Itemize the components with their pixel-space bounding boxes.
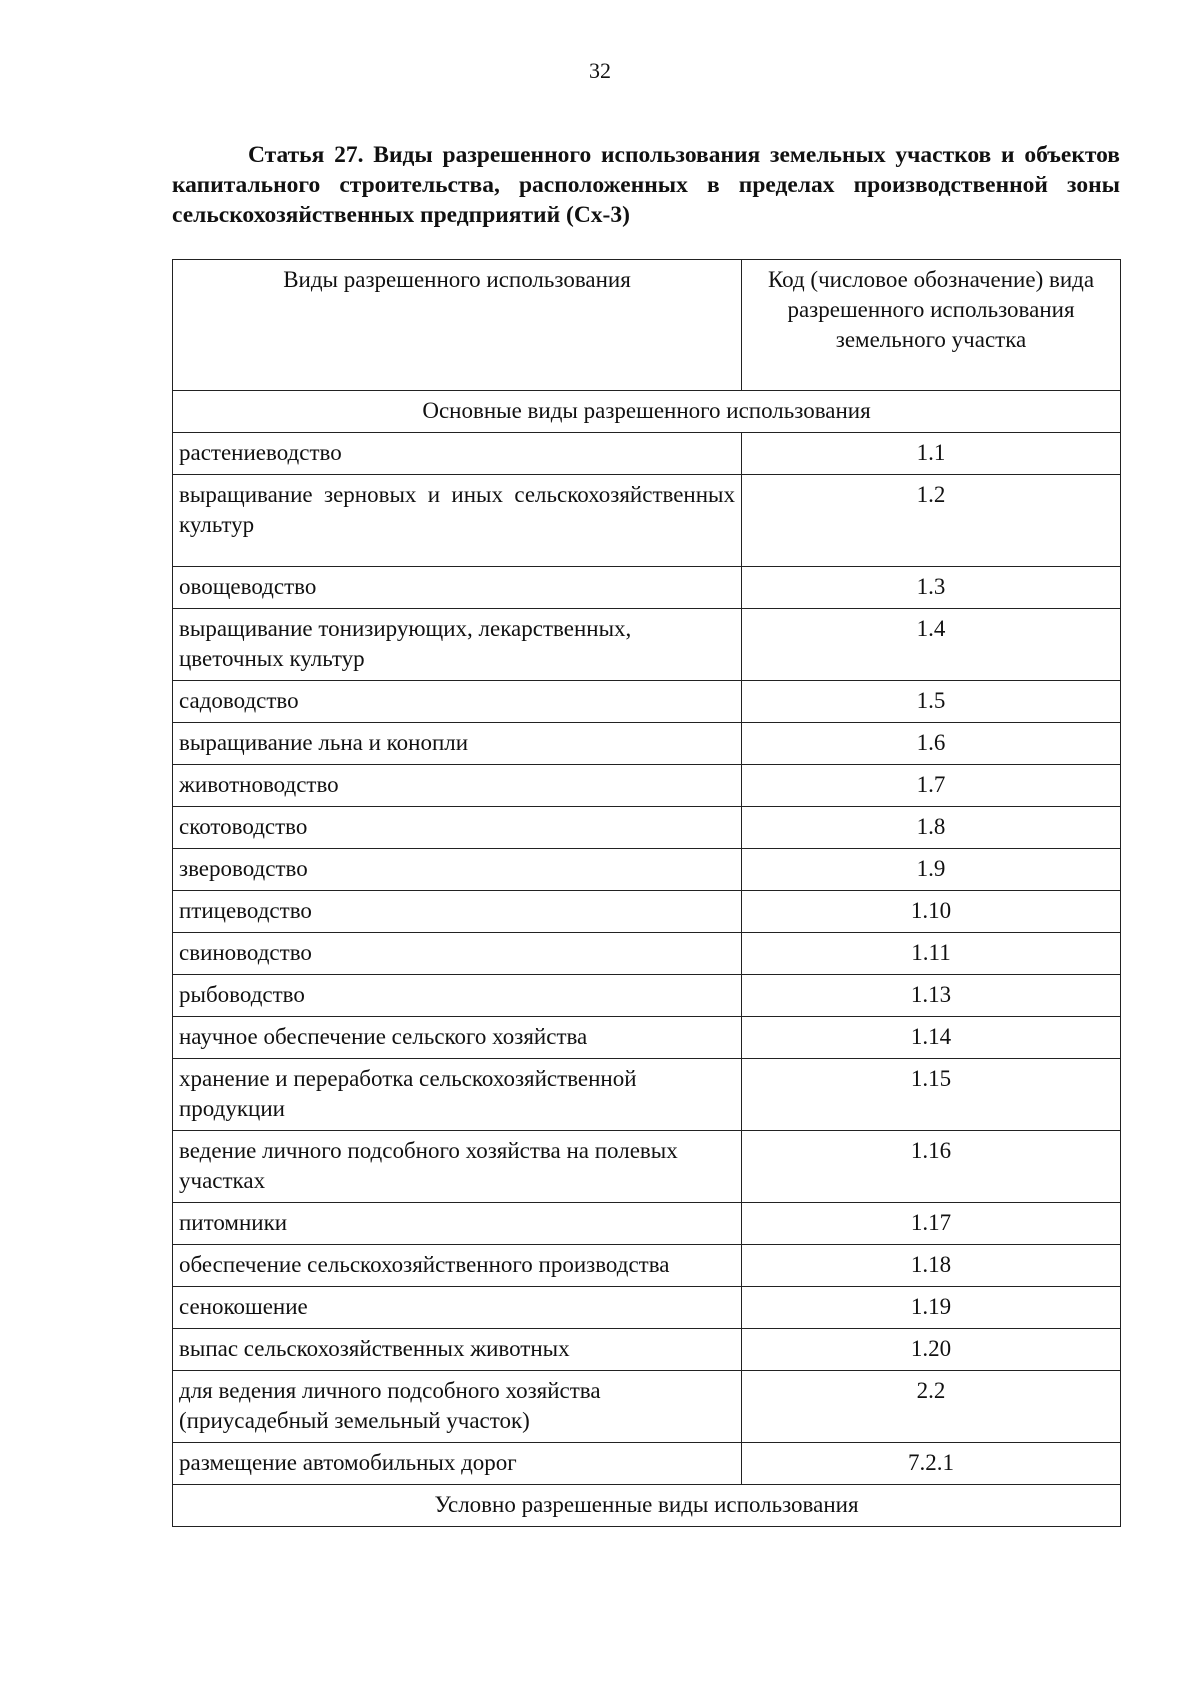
usage-type-cell: выращивание зерновых и иных сельскохозяйственных культур xyxy=(173,475,742,567)
usage-type-cell: сенокошение xyxy=(173,1287,742,1329)
usage-type-cell: садоводство xyxy=(173,681,742,723)
usage-type-cell: размещение автомобильных дорог xyxy=(173,1443,742,1485)
article-title: Статья 27. Виды разрешенного использования земельных участков и объектов капитального строительства, расположенных в пределах производственной зоны сельскохозяйственных предприятий (Сх-3) xyxy=(172,142,1120,228)
usage-code-cell: 1.4 xyxy=(742,609,1121,681)
table-row xyxy=(173,1371,1121,1443)
usage-type-cell: свиноводство xyxy=(173,933,742,975)
usage-type-cell: выращивание тонизирующих, лекарственных, цветочных культур xyxy=(173,609,742,681)
page-number: 32 xyxy=(589,58,611,83)
usage-type-cell: овощеводство xyxy=(173,567,742,609)
table-row xyxy=(173,1245,1121,1287)
section-row-main xyxy=(173,391,1121,433)
usage-code-cell: 1.8 xyxy=(742,807,1121,849)
section-title-main: Основные виды разрешенного использования xyxy=(173,391,1121,433)
header-usage-code: Код (числовое обозначение) вида разрешенного использования земельного участка xyxy=(742,260,1121,391)
usage-code-cell: 1.5 xyxy=(742,681,1121,723)
usage-code-cell: 7.2.1 xyxy=(742,1443,1121,1485)
table-row xyxy=(173,1059,1121,1131)
usage-code-cell: 1.16 xyxy=(742,1131,1121,1203)
usage-code-cell: 1.7 xyxy=(742,765,1121,807)
usage-code-cell: 1.6 xyxy=(742,723,1121,765)
usage-code-cell: 1.13 xyxy=(742,975,1121,1017)
table-row xyxy=(173,475,1121,567)
usage-code-cell: 1.1 xyxy=(742,433,1121,475)
table-row xyxy=(173,891,1121,933)
usage-code-cell: 1.18 xyxy=(742,1245,1121,1287)
header-usage-type: Виды разрешенного использования xyxy=(173,260,742,391)
usage-type-cell: хранение и переработка сельскохозяйственной продукции xyxy=(173,1059,742,1131)
usage-code-cell: 1.10 xyxy=(742,891,1121,933)
usage-code-cell: 1.3 xyxy=(742,567,1121,609)
usage-type-cell: обеспечение сельскохозяйственного производства xyxy=(173,1245,742,1287)
table-row xyxy=(173,975,1121,1017)
table-row xyxy=(173,765,1121,807)
usage-type-cell: для ведения личного подсобного хозяйства (приусадебный земельный участок) xyxy=(173,1371,742,1443)
usage-type-cell: птицеводство xyxy=(173,891,742,933)
table-row xyxy=(173,933,1121,975)
usage-code-cell: 1.14 xyxy=(742,1017,1121,1059)
usage-type-cell: ведение личного подсобного хозяйства на полевых участках xyxy=(173,1131,742,1203)
usage-code-cell: 1.15 xyxy=(742,1059,1121,1131)
usage-code-cell: 1.20 xyxy=(742,1329,1121,1371)
table-row xyxy=(173,723,1121,765)
table-row xyxy=(173,609,1121,681)
usage-code-cell: 1.11 xyxy=(742,933,1121,975)
table-header-row xyxy=(173,260,1121,391)
table-row xyxy=(173,567,1121,609)
usage-type-cell: выпас сельскохозяйственных животных xyxy=(173,1329,742,1371)
table-row xyxy=(173,849,1121,891)
usage-code-cell: 1.9 xyxy=(742,849,1121,891)
table-body xyxy=(173,391,1121,1527)
land-use-table xyxy=(172,259,1121,1527)
usage-code-cell: 1.19 xyxy=(742,1287,1121,1329)
usage-type-cell: растениеводство xyxy=(173,433,742,475)
table-row xyxy=(173,1017,1121,1059)
usage-type-cell: рыбоводство xyxy=(173,975,742,1017)
table-row xyxy=(173,1443,1121,1485)
usage-code-cell: 1.2 xyxy=(742,475,1121,567)
table-row xyxy=(173,1329,1121,1371)
usage-type-cell: питомники xyxy=(173,1203,742,1245)
table-row xyxy=(173,433,1121,475)
table-row xyxy=(173,681,1121,723)
usage-code-cell: 1.17 xyxy=(742,1203,1121,1245)
section-row-conditional xyxy=(173,1485,1121,1527)
section-title-conditional: Условно разрешенные виды использования xyxy=(173,1485,1121,1527)
table-row xyxy=(173,1203,1121,1245)
usage-type-cell: звероводство xyxy=(173,849,742,891)
usage-type-cell: научное обеспечение сельского хозяйства xyxy=(173,1017,742,1059)
table-row xyxy=(173,1287,1121,1329)
usage-type-cell: выращивание льна и конопли xyxy=(173,723,742,765)
table-row xyxy=(173,1131,1121,1203)
usage-code-cell: 2.2 xyxy=(742,1371,1121,1443)
usage-type-cell: животноводство xyxy=(173,765,742,807)
table-row xyxy=(173,807,1121,849)
usage-type-cell: скотоводство xyxy=(173,807,742,849)
